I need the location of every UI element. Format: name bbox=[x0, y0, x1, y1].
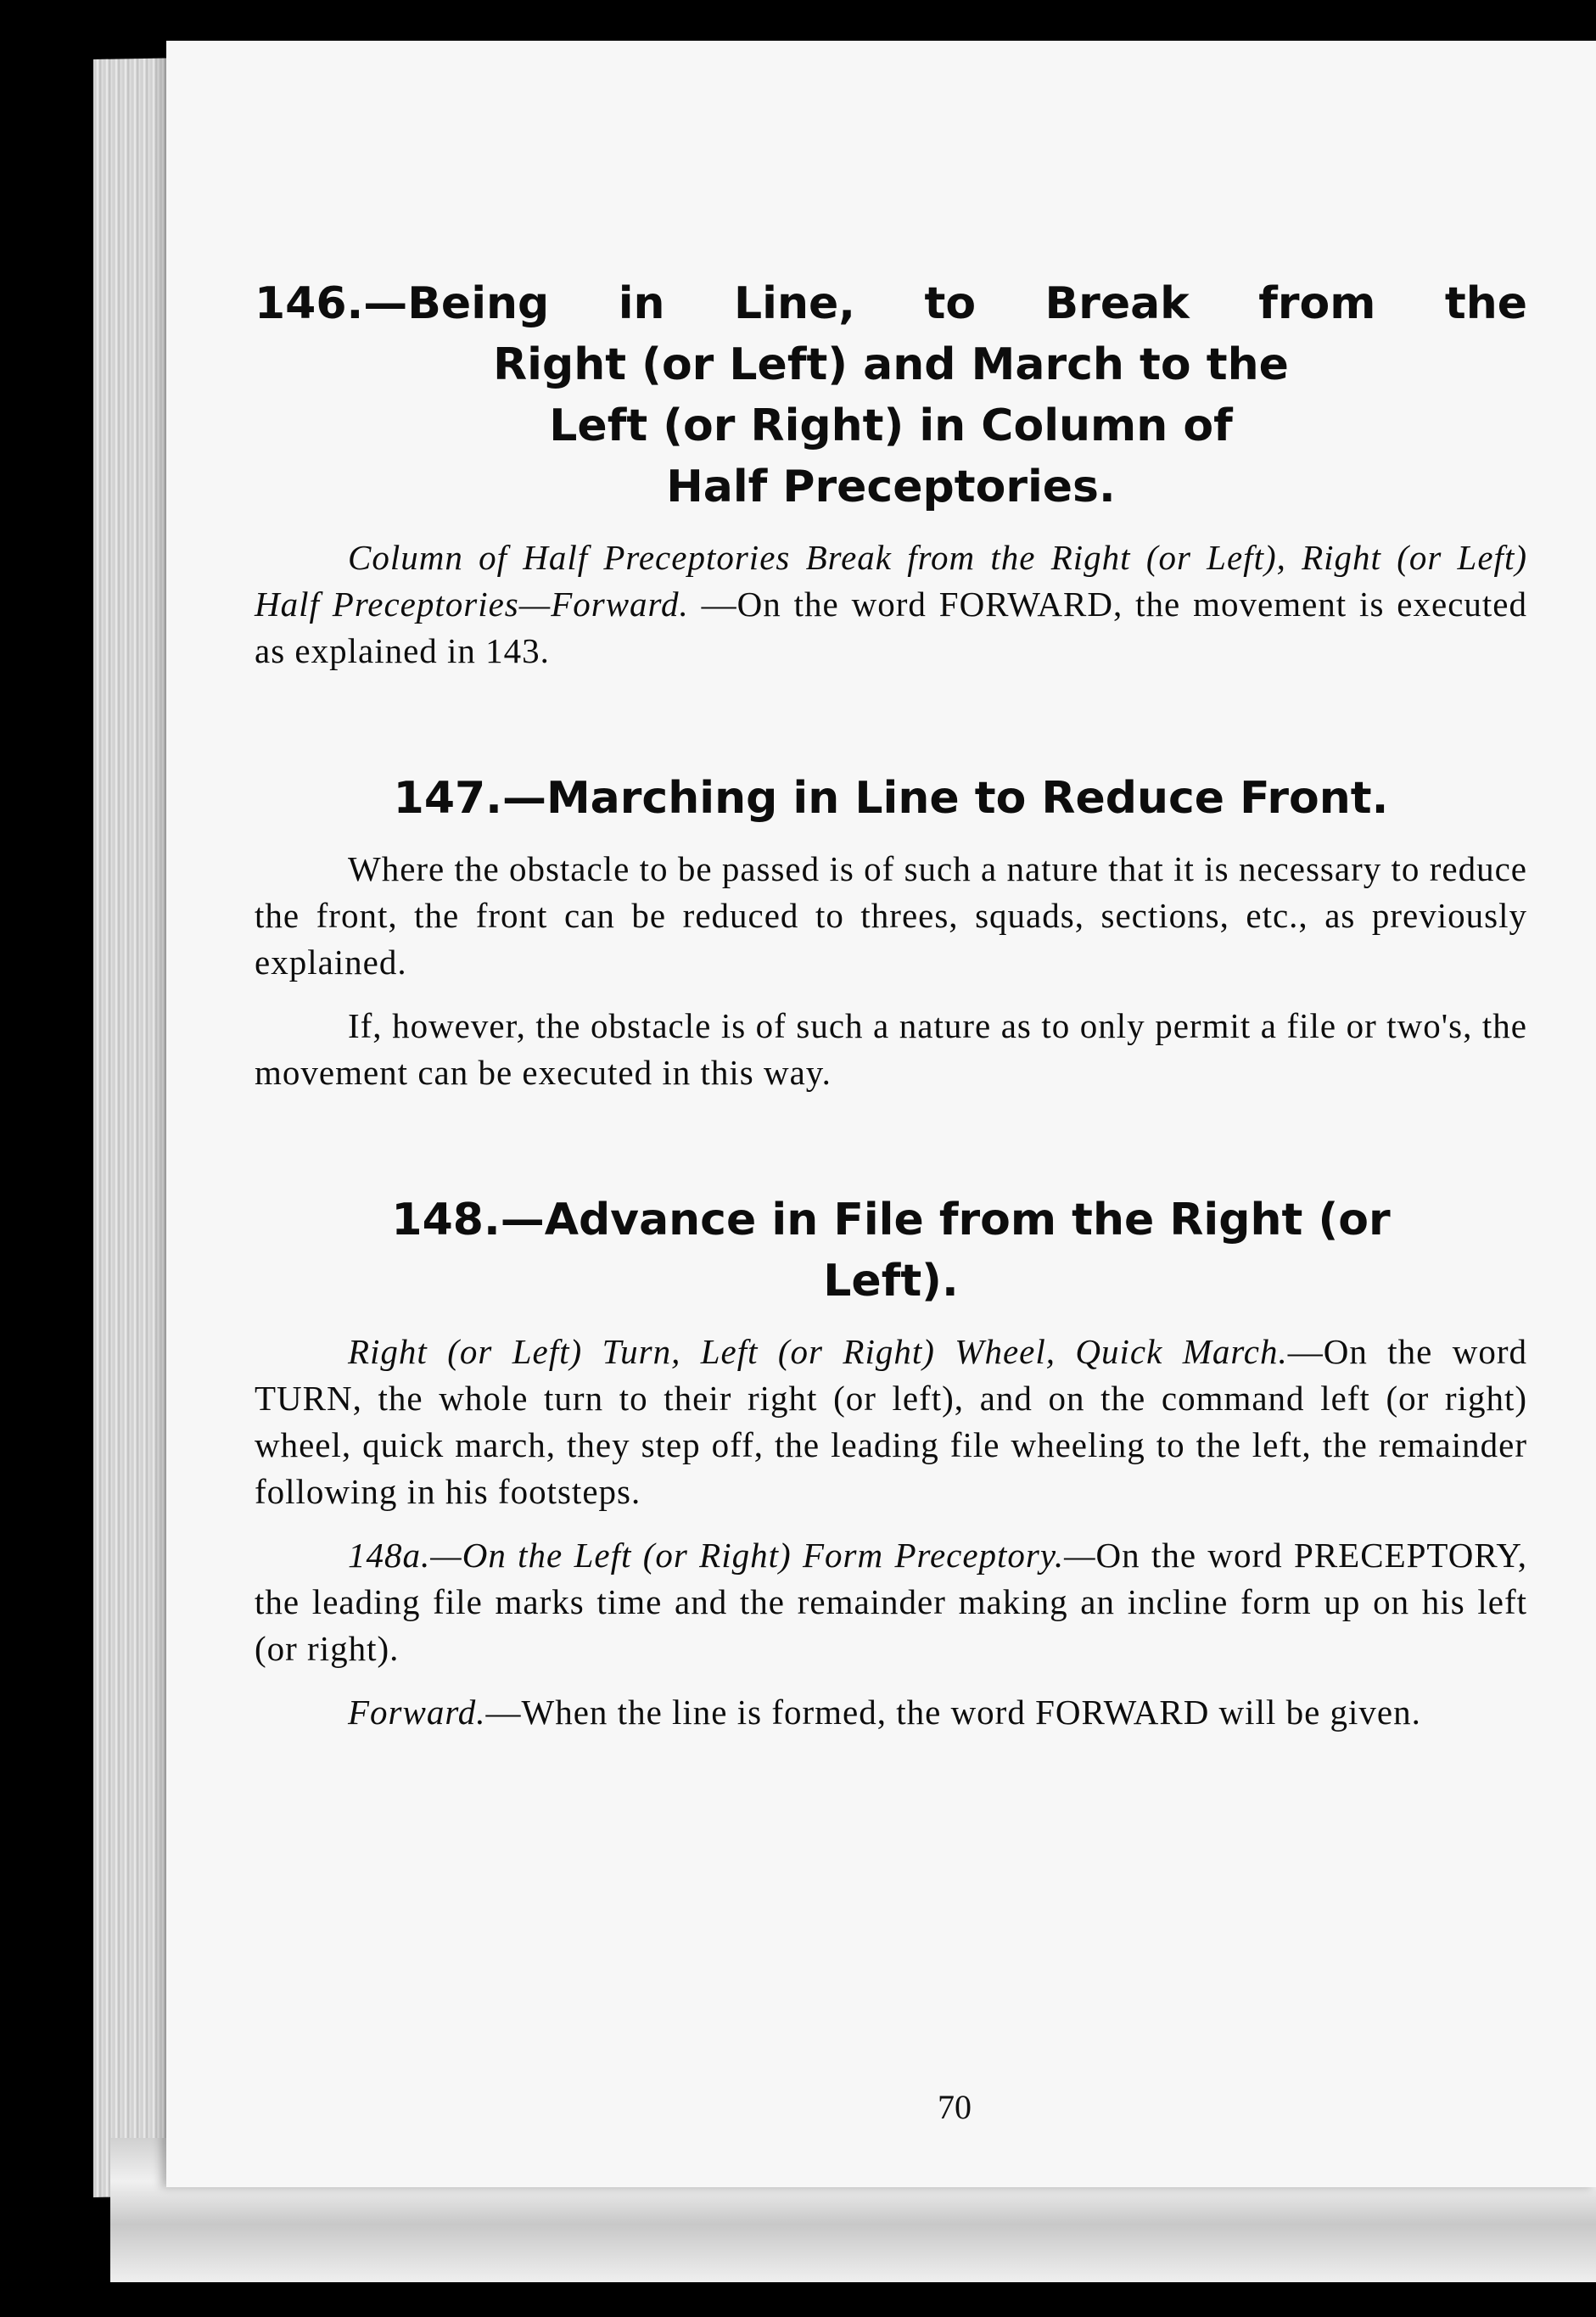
heading-line: 148.—Advance in File from the Right (or bbox=[391, 1195, 1391, 1245]
paragraph-text: —When the line is formed, the word FORWARD will be given. bbox=[485, 1693, 1421, 1732]
heading-line: Right (or Left) and March to the bbox=[493, 339, 1289, 390]
command-text: 148a.—On the Left (or Right) Form Preceptory.— bbox=[348, 1536, 1096, 1575]
page-content bbox=[255, 273, 1527, 1736]
section-146-paragraph bbox=[255, 534, 1527, 674]
section-147-heading bbox=[255, 768, 1527, 829]
command-text: Column of Half Preceptories Break from the Right (or Left), Right (or Left) Half Preceptories—Forward. bbox=[255, 538, 1527, 624]
paragraph-text: If, however, the obstacle is of such a nature as to only permit a file or two's, the movement can be executed in this way. bbox=[255, 1006, 1527, 1092]
section-148-paragraph-1 bbox=[255, 1329, 1527, 1515]
section-147-paragraph-2 bbox=[255, 1003, 1527, 1096]
heading-line: 146.—Being in Line, to Break from the bbox=[255, 278, 1527, 329]
command-text: Forward. bbox=[348, 1693, 486, 1732]
heading-line: 147.—Marching in Line to Reduce Front. bbox=[393, 773, 1389, 824]
paragraph-text: On the word PRECEPTORY, the leading file marks time and the remainder making an incline form up on his left (or right). bbox=[255, 1536, 1527, 1668]
heading-line: Left (or Right) in Column of bbox=[549, 400, 1233, 451]
command-text: Right (or Left) Turn, Left (or Right) Wheel, Quick March. bbox=[348, 1332, 1288, 1371]
heading-line: Half Preceptories. bbox=[666, 462, 1116, 512]
paragraph-text: Where the obstacle to be passed is of such a nature that it is necessary to reduce the front, the front can be reduced to threes, squads, sections, etc., as previously explained. bbox=[255, 849, 1527, 982]
paragraph-text: —On the word FORWARD, the movement is executed as explained in 143. bbox=[255, 585, 1527, 670]
heading-line: Left). bbox=[823, 1256, 959, 1307]
section-148a-paragraph bbox=[255, 1532, 1527, 1672]
section-146-heading bbox=[255, 273, 1527, 518]
page-number: 70 bbox=[938, 2088, 972, 2126]
section-147-paragraph-1 bbox=[255, 846, 1527, 986]
section-148-heading bbox=[255, 1189, 1527, 1312]
section-148-paragraph-3 bbox=[255, 1689, 1527, 1736]
paragraph-text: —On the word TURN, the whole turn to their right (or left), and on the command left (or right) wheel, quick march, they step off, the leading file wheeling to the left, the remainder following in his footsteps. bbox=[255, 1332, 1527, 1511]
